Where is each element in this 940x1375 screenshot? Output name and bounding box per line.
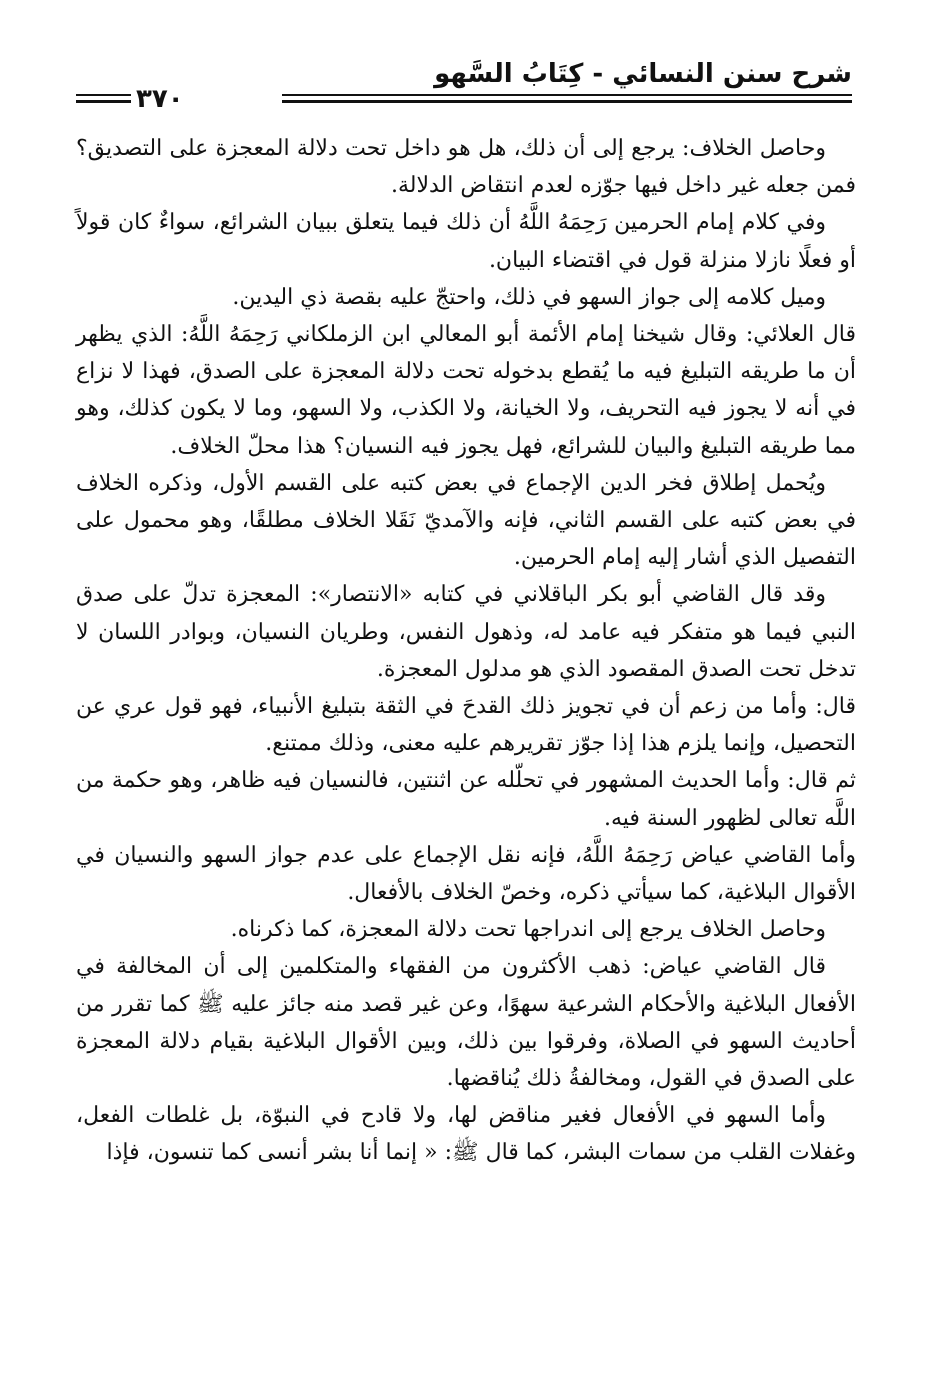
paragraph: وحاصل الخلاف: يرجع إلى أن ذلك، هل هو داخل تحت دلالة المعجزة على التصديق؟ فمن جعله غير داخل فيها جوّزه لعدم انتقاض الدلالة.: [76, 136, 856, 199]
paragraph: قال القاضي عياض: ذهب الأكثرون من الفقهاء والمتكلمين إلى أن المخالفة في الأفعال البلاغية والأحكام الشرعية سهوًا، وعن غير قصد منه جائز عليه ﷺ كما تقرر من أحاديث السهو في الصلاة، وفرقوا بين ذلك، وبين الأقوال البلاغية بقيام دلالة المعجزة على الصدق في القول، ومخالفةُ ذلك يُناقضها.: [76, 954, 856, 1092]
paragraph: ويُحمل إطلاق فخر الدين الإجماع في بعض كتبه على القسم الأول، وذكره الخلاف في بعض كتبه على القسم الثاني، فإنه والآمديّ نَقَلا الخلاف مطلقًا، وهو محمول على التفصيل الذي أشار إليه إمام الحرمين.: [76, 470, 856, 571]
paragraph: وفي كلام إمام الحرمين رَحِمَهُ اللَّهُ أن ذلك فيما يتعلق ببيان الشرائع، سواءٌ كان قولاً أو فعلًا نازلا منزلة قول في اقتضاء البيان.: [76, 210, 856, 273]
paragraph: قال العلائي: وقال شيخنا إمام الأئمة أبو المعالي ابن الزملكاني رَحِمَهُ اللَّهُ: الذي يظهر أن ما طريقه التبليغ فيه ما يُقطع بدخوله تحت دلالة المعجزة على الصدق، فهذا لا نزاع في أنه لا يجوز فيه التحريف، ولا الخيانة، ولا الكذب، ولا السهو، وما لا يكون كذلك، وهو مما طريقه التبليغ والبيان للشرائع، فهل يجوز فيه النسيان؟ هذا محلّ الخلاف.: [76, 322, 856, 459]
paragraph: وأما السهو في الأفعال فغير مناقض لها، ولا قادح في النبوّة، بل غلطات الفعل، وغفلات القلب من سمات البشر، كما قال ﷺ: « إنما أنا بشر أنسى كما تنسون، فإذا: [76, 1103, 856, 1166]
body-text: [76, 130, 856, 1172]
running-title: شرح سنن النسائي - كِتَابُ السَّهو: [434, 59, 852, 89]
header-rule-top: [282, 94, 852, 96]
paragraph: وحاصل الخلاف يرجع إلى اندراجها تحت دلالة المعجزة، كما ذكرناه.: [230, 917, 826, 943]
paragraph: قال: وأما من زعم أن في تجويز ذلك القدحَ في الثقة بتبليغ الأنبياء، فهو قول عري عن التحصيل، وإنما يلزم هذا إذا جوّز تقريرهم عليه معنى، وذلك ممتنع.: [76, 694, 856, 757]
header-rule-left-top: [76, 94, 131, 96]
page-number: ٣٧٠: [136, 84, 184, 114]
header-rule-bottom: [282, 100, 852, 103]
header-rule-left-bottom: [76, 100, 131, 103]
paragraph: وأما القاضي عياض رَحِمَهُ اللَّهُ، فإنه نقل الإجماع على عدم جواز السهو والنسيان في الأقوال البلاغية، كما سيأتي ذكره، وخصّ الخلاف بالأفعال.: [76, 842, 857, 906]
paragraph: وقد قال القاضي أبو بكر الباقلاني في كتابه «الانتصار»: المعجزة تدلّ على صدق النبي فيما هو متفكر فيه عامد له، وذهول النفس، وطريان النسيان، وبوادر اللسان لا تدخل تحت الصدق المقصود الذي هو مدلول المعجزة.: [76, 582, 856, 682]
paragraph: وميل كلامه إلى جواز السهو في ذلك، واحتجّ عليه بقصة ذي اليدين.: [232, 284, 826, 310]
page-header: [76, 50, 852, 120]
paragraph: ثم قال: وأما الحديث المشهور في تحلّله عن اثنتين، فالنسيان فيه ظاهر، وهو حكمة من اللَّه تعالى لظهور السنة فيه.: [76, 768, 856, 831]
